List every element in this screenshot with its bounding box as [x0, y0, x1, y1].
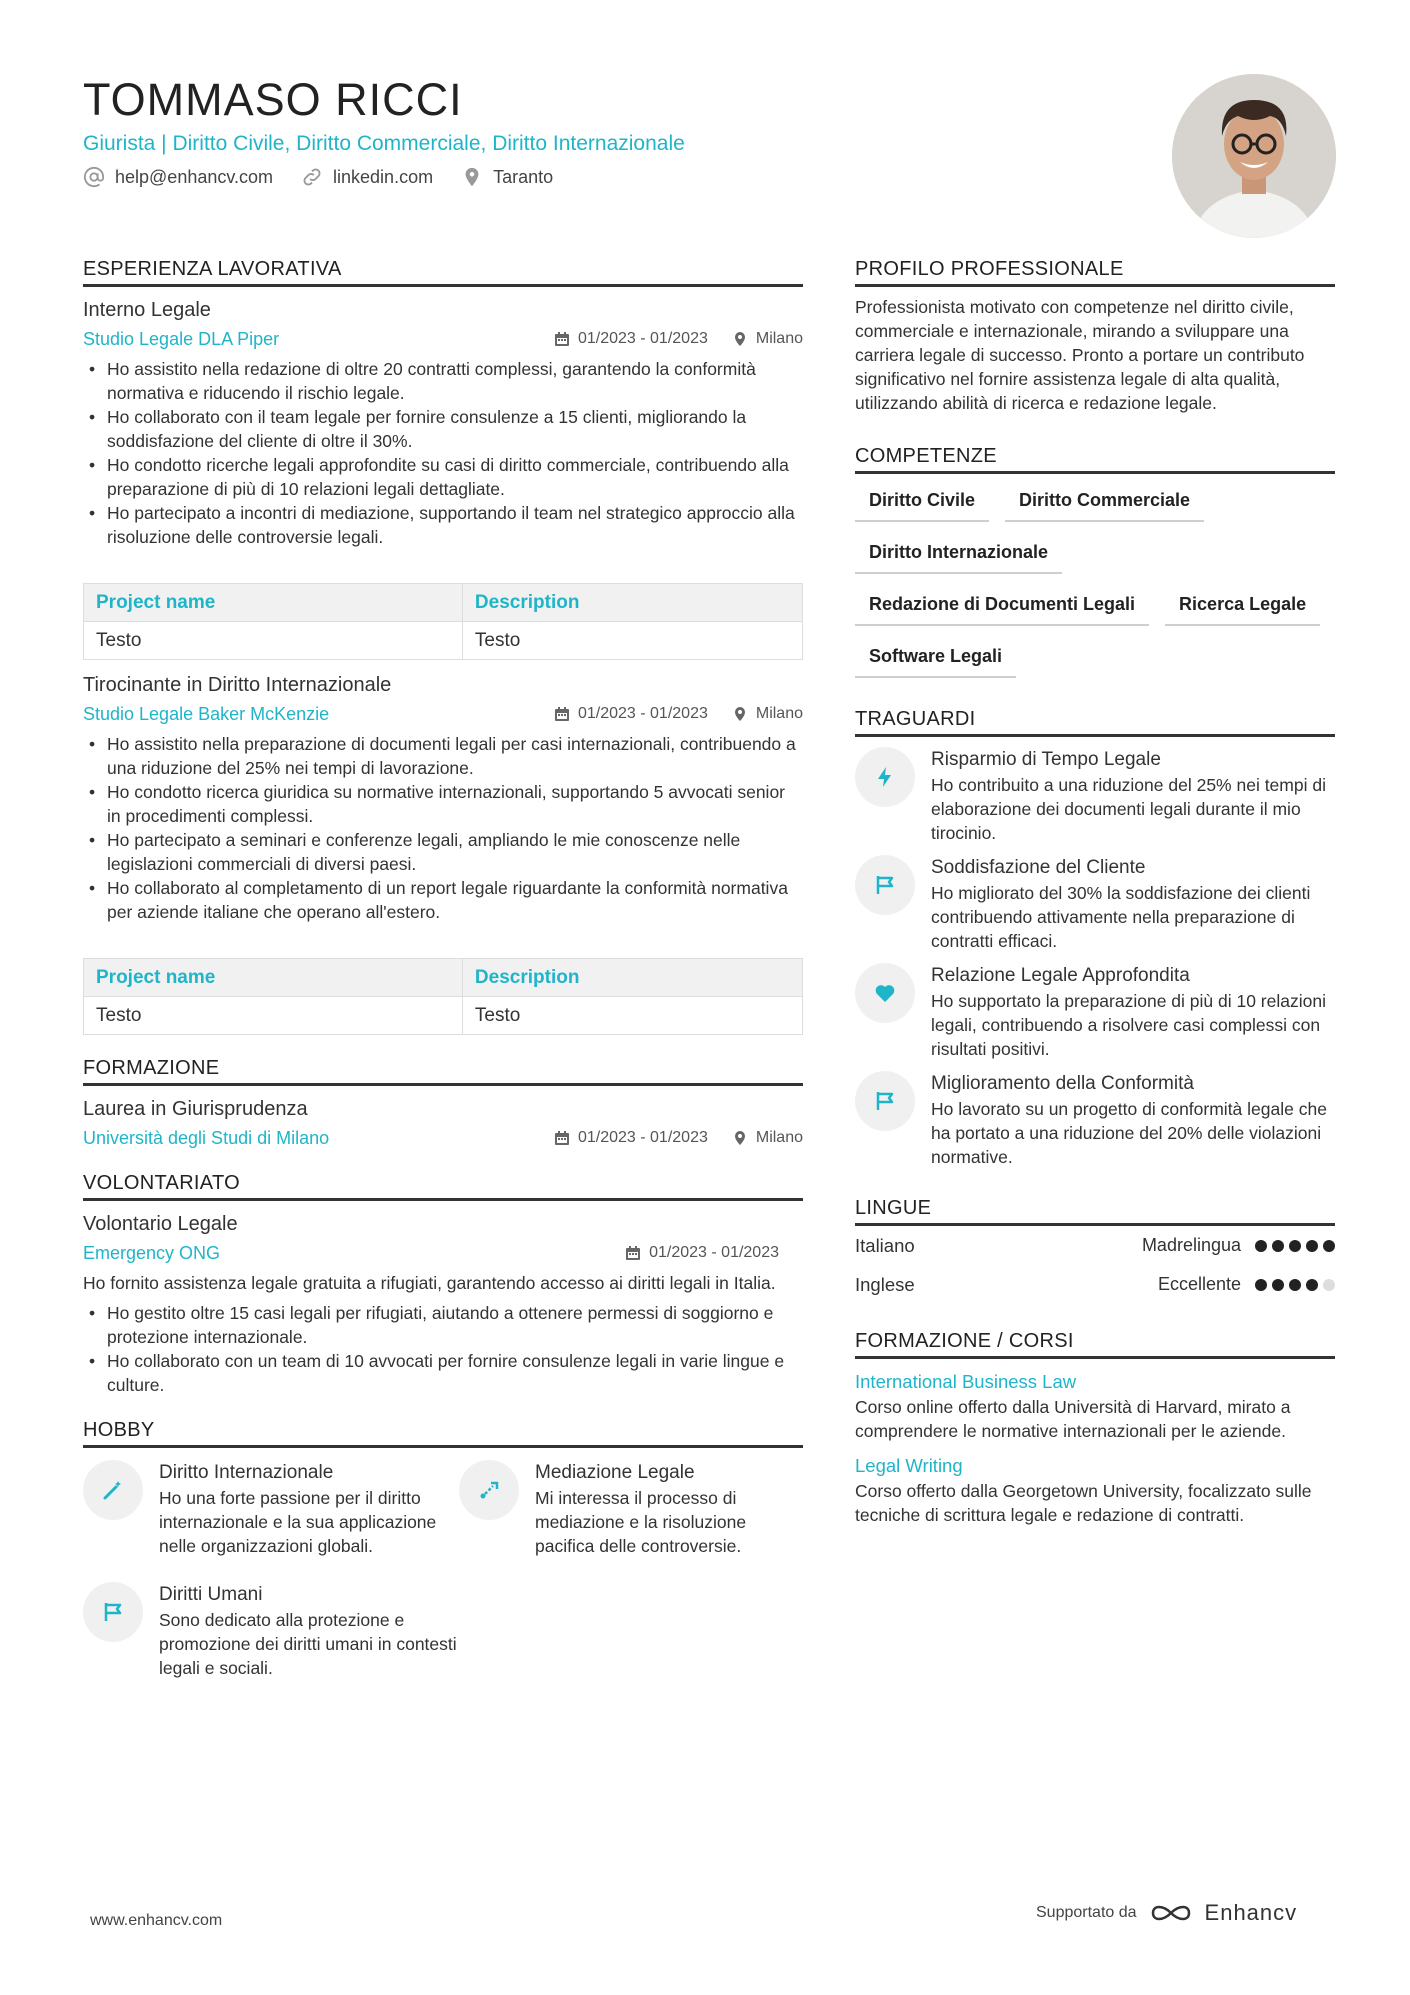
hobby-name: Diritti Umani: [159, 1584, 263, 1605]
table-header-row: [84, 959, 803, 997]
education-org-row: [83, 1126, 803, 1150]
level-dot-empty: [1323, 1279, 1335, 1291]
table-header: Project name: [84, 584, 463, 622]
job-org: Studio Legale Baker McKenzie: [83, 704, 330, 724]
powered-by-text: Supportato da: [1036, 1904, 1137, 1921]
job-dates: [554, 705, 708, 723]
achievement-item: [855, 747, 1335, 845]
bolt-icon: [855, 747, 915, 807]
contact-row: [83, 166, 1143, 188]
job-bullets: [83, 732, 803, 924]
volunteer-dates: [625, 1244, 779, 1262]
language-level: Eccellente: [1157, 1274, 1241, 1294]
language-row: [855, 1265, 1335, 1304]
level-dot-filled: [1289, 1240, 1301, 1252]
language-level-group: [1142, 1235, 1335, 1256]
map-pin-icon: [732, 706, 748, 722]
flag-icon: [855, 1071, 915, 1131]
experience-title: ESPERIENZA LAVORATIVA: [83, 256, 803, 287]
table-header-row: [84, 584, 803, 622]
education-title: FORMAZIONE: [83, 1055, 803, 1086]
list-item: • Ho collaborato con un team di 10 avvocati per fornire consulenze legali in varie lingue e culture.: [83, 1349, 803, 1397]
left-column: [83, 256, 803, 1700]
candidate-name: TOMMASO RICCI: [83, 74, 463, 125]
table-header: Description: [462, 959, 802, 997]
list-item: • Ho collaborato con il team legale per fornire consulenze a 15 clienti, migliorando la soddisfazione del cliente di oltre il 30%.: [83, 405, 803, 453]
enhancv-logo-icon: [1149, 1901, 1193, 1925]
hobby-name: Mediazione Legale: [535, 1462, 695, 1483]
volunteer-title: VOLONTARIATO: [83, 1170, 803, 1201]
job-dates-text: 01/2023 - 01/2023: [577, 705, 708, 722]
achievement-title: Risparmio di Tempo Legale: [931, 749, 1161, 770]
table-cell: Testo: [84, 997, 463, 1035]
education-place-text: Milano: [755, 1129, 803, 1146]
volunteer-bullets: [83, 1301, 803, 1397]
volunteer-dates-text: 01/2023 - 01/2023: [649, 1244, 779, 1261]
volunteer-role: Volontario Legale: [83, 1213, 238, 1235]
table-cell: Testo: [462, 997, 802, 1035]
heart-icon: [855, 963, 915, 1023]
level-dot-filled: [1323, 1240, 1335, 1252]
skill-tag: Diritto Internazionale: [855, 540, 1062, 574]
achievement-desc: Ho supportato la preparazione di più di 10 relazioni legali, contribuendo a risolvere casi complessi con risultati positivi.: [931, 991, 1326, 1059]
brand-name: Enhancv: [1204, 1900, 1298, 1925]
education-place: [732, 1129, 803, 1147]
skill-tag: Software Legali: [855, 644, 1016, 678]
link-icon: [301, 166, 323, 188]
hobby-section: [83, 1417, 803, 1680]
job-dates-text: 01/2023 - 01/2023: [577, 330, 708, 347]
candidate-subtitle: Giurista | Diritto Civile, Diritto Commerciale, Diritto Internazionale: [83, 132, 685, 155]
achievement-item: [855, 1071, 1335, 1169]
list-item: • Ho condotto ricerche legali approfondite su casi di diritto commerciale, contribuendo alla preparazione di più di 10 relazioni legali dettagliate.: [83, 453, 803, 501]
hobby-desc: Mi interessa il processo di mediazione e la risoluzione pacifica delle controversie.: [535, 1488, 747, 1556]
profile-photo: [1172, 74, 1336, 238]
calendar-icon: [554, 706, 570, 722]
volunteer-org: Emergency ONG: [83, 1243, 221, 1263]
hobby-title: HOBBY: [83, 1417, 803, 1448]
courses-section: [855, 1328, 1335, 1527]
skill-tag: Redazione di Documenti Legali: [855, 592, 1149, 626]
job-bullets: [83, 357, 803, 549]
language-level-group: [1158, 1274, 1335, 1295]
level-dot-filled: [1255, 1240, 1267, 1252]
achievements-section: [855, 706, 1335, 1169]
level-dot-filled: [1306, 1240, 1318, 1252]
level-dot-filled: [1272, 1240, 1284, 1252]
skill-tag: Ricerca Legale: [1165, 592, 1320, 626]
project-table: [83, 958, 803, 1035]
skills-section: [855, 443, 1335, 678]
calendar-icon: [554, 331, 570, 347]
location-text: Taranto: [493, 166, 554, 187]
job-entry: [83, 297, 803, 660]
achievement-desc: Ho contribuito a una riduzione del 25% nei tempi di elaborazione dei documenti legali durante il mio tirocinio.: [931, 775, 1326, 843]
skills-title: COMPETENZE: [855, 443, 1335, 474]
hobby-grid: [83, 1460, 803, 1680]
hobby-desc: Sono dedicato alla protezione e promozione dei diritti umani in contesti legali e sociali.: [159, 1610, 457, 1678]
achievement-desc: Ho lavorato su un progetto di conformità legale che ha portato a una riduzione del 20% delle violazioni normative.: [931, 1099, 1327, 1167]
skill-tag: Diritto Civile: [855, 488, 989, 522]
job-place: [732, 330, 803, 348]
job-role: Interno Legale: [83, 299, 211, 321]
table-header: Description: [462, 584, 802, 622]
course-desc: Corso offerto dalla Georgetown University, focalizzato sulle tecniche di scrittura legale e redazione di contratti.: [855, 1481, 1312, 1525]
education-dates-text: 01/2023 - 01/2023: [577, 1129, 708, 1146]
header: [83, 72, 1143, 188]
degree: Laurea in Giurisprudenza: [83, 1098, 308, 1120]
achievement-title: Soddisfazione del Cliente: [931, 857, 1146, 878]
at-icon: [83, 166, 105, 188]
achievement-item: [855, 963, 1335, 1061]
achievement-title: Miglioramento della Conformità: [931, 1073, 1194, 1094]
volunteer-section: [83, 1170, 803, 1397]
job-role: Tirocinante in Diritto Internazionale: [83, 674, 392, 696]
language-dots: [1255, 1279, 1335, 1291]
achievements-title: TRAGUARDI: [855, 706, 1335, 737]
calendar-icon: [554, 1130, 570, 1146]
education-meta: [554, 1129, 803, 1147]
education-dates: [554, 1129, 708, 1147]
list-item: • Ho partecipato a seminari e conferenze legali, ampliando le mie conoscenze nelle legislazioni commerciali di diversi paesi.: [83, 828, 803, 876]
contact-linkedin[interactable]: [301, 166, 433, 188]
contact-email[interactable]: [83, 166, 273, 188]
right-column: [855, 256, 1335, 1547]
linkedin-text: linkedin.com: [333, 166, 434, 187]
job-org: Studio Legale DLA Piper: [83, 329, 280, 349]
language-level: Madrelingua: [1141, 1235, 1241, 1255]
footer-brand: [1036, 1900, 1297, 1926]
hobby-item: [459, 1460, 803, 1558]
level-dot-filled: [1255, 1279, 1267, 1291]
education-section: [83, 1055, 803, 1150]
calendar-icon: [625, 1245, 641, 1261]
hobby-item: [83, 1460, 459, 1558]
list-item: • Ho assistito nella preparazione di documenti legali per casi internazionali, contribuendo a una riduzione del 25% nei tempi di lavorazione.: [83, 732, 803, 780]
route-icon: [459, 1460, 519, 1520]
table-cell: Testo: [84, 622, 463, 660]
contact-location: [461, 166, 553, 188]
level-dot-filled: [1289, 1279, 1301, 1291]
hobby-name: Diritto Internazionale: [159, 1462, 334, 1483]
table-cell: Testo: [462, 622, 802, 660]
level-dot-filled: [1306, 1279, 1318, 1291]
flag-icon: [83, 1582, 143, 1642]
hobby-item: [83, 1582, 459, 1680]
project-table: [83, 583, 803, 660]
table-row: [84, 997, 803, 1035]
map-pin-icon: [732, 331, 748, 347]
volunteer-meta: [625, 1244, 779, 1262]
map-pin-icon: [732, 1130, 748, 1146]
job-place-text: Milano: [755, 330, 803, 347]
list-item: • Ho assistito nella redazione di oltre 20 contratti complessi, garantendo la conformità normativa e riducendo il rischio legale.: [83, 357, 803, 405]
table-header: Project name: [84, 959, 463, 997]
job-dates: [554, 330, 708, 348]
achievement-title: Relazione Legale Approfondita: [931, 965, 1190, 986]
list-item: • Ho gestito oltre 15 casi legali per rifugiati, aiutando a ottenere permessi di soggiorno e protezione internazionale.: [83, 1301, 803, 1349]
volunteer-desc: Ho fornito assistenza legale gratuita a rifugiati, garantendo accesso ai diritti legali in Italia.: [83, 1273, 776, 1293]
level-dot-filled: [1272, 1279, 1284, 1291]
map-pin-icon: [461, 166, 483, 188]
volunteer-org-row: [83, 1241, 779, 1265]
job-place: [732, 705, 803, 723]
language-dots: [1255, 1240, 1335, 1252]
profile-title: PROFILO PROFESSIONALE: [855, 256, 1335, 287]
job-org-row: [83, 702, 803, 726]
languages-section: [855, 1195, 1335, 1304]
languages-title: LINGUE: [855, 1195, 1335, 1226]
list-item: • Ho partecipato a incontri di mediazione, supportando il team nel strategico approccio alla risoluzione delle controversie legali.: [83, 501, 803, 549]
avatar: [1172, 74, 1336, 238]
course-title: Legal Writing: [855, 1455, 963, 1476]
achievement-item: [855, 855, 1335, 953]
flag-icon: [855, 855, 915, 915]
course-title: International Business Law: [855, 1371, 1077, 1392]
list-item: • Ho condotto ricerca giuridica su normative internazionali, supportando 5 avvocati senior in procedimenti complessi.: [83, 780, 803, 828]
hobby-desc: Ho una forte passione per il diritto internazionale e la sua applicazione nelle organizzazioni globali.: [159, 1488, 437, 1556]
skills-list: [855, 488, 1335, 678]
job-entry: [83, 672, 803, 1035]
course-desc: Corso online offerto dalla Università di Harvard, mirato a comprendere le normative internazionali per le aziende.: [855, 1397, 1291, 1441]
footer-site[interactable]: www.enhancv.com: [90, 1912, 223, 1929]
job-meta: [554, 705, 803, 723]
profile-section: [855, 256, 1335, 415]
profile-text: Professionista motivato con competenze nel diritto civile, commerciale e internazionale, mirando a sviluppare una carriera legale di successo. Pronto a portare un contributo significativo nel fornire assistenza legale di alta qualità, utilizzando abilità di ricerca e redazione legale.: [855, 297, 1305, 413]
courses-title: FORMAZIONE / CORSI: [855, 1328, 1335, 1359]
job-place-text: Milano: [755, 705, 803, 722]
experience-section: [83, 256, 803, 1035]
language-name: Inglese: [855, 1273, 915, 1295]
table-row: [84, 622, 803, 660]
job-meta: [554, 330, 803, 348]
language-name: Italiano: [855, 1234, 915, 1256]
email-text: help@enhancv.com: [115, 166, 274, 187]
list-item: • Ho collaborato al completamento di un report legale riguardante la conformità normativa per aziende italiane che operano all'estero.: [83, 876, 803, 924]
skill-tag: Diritto Commerciale: [1005, 488, 1204, 522]
job-org-row: [83, 327, 803, 351]
magic-wand-icon: [83, 1460, 143, 1520]
language-row: [855, 1226, 1335, 1265]
school: Università degli Studi di Milano: [83, 1128, 330, 1148]
achievement-desc: Ho migliorato del 30% la soddisfazione dei clienti contribuendo attivamente nella preparazione di contratti efficaci.: [931, 883, 1311, 951]
